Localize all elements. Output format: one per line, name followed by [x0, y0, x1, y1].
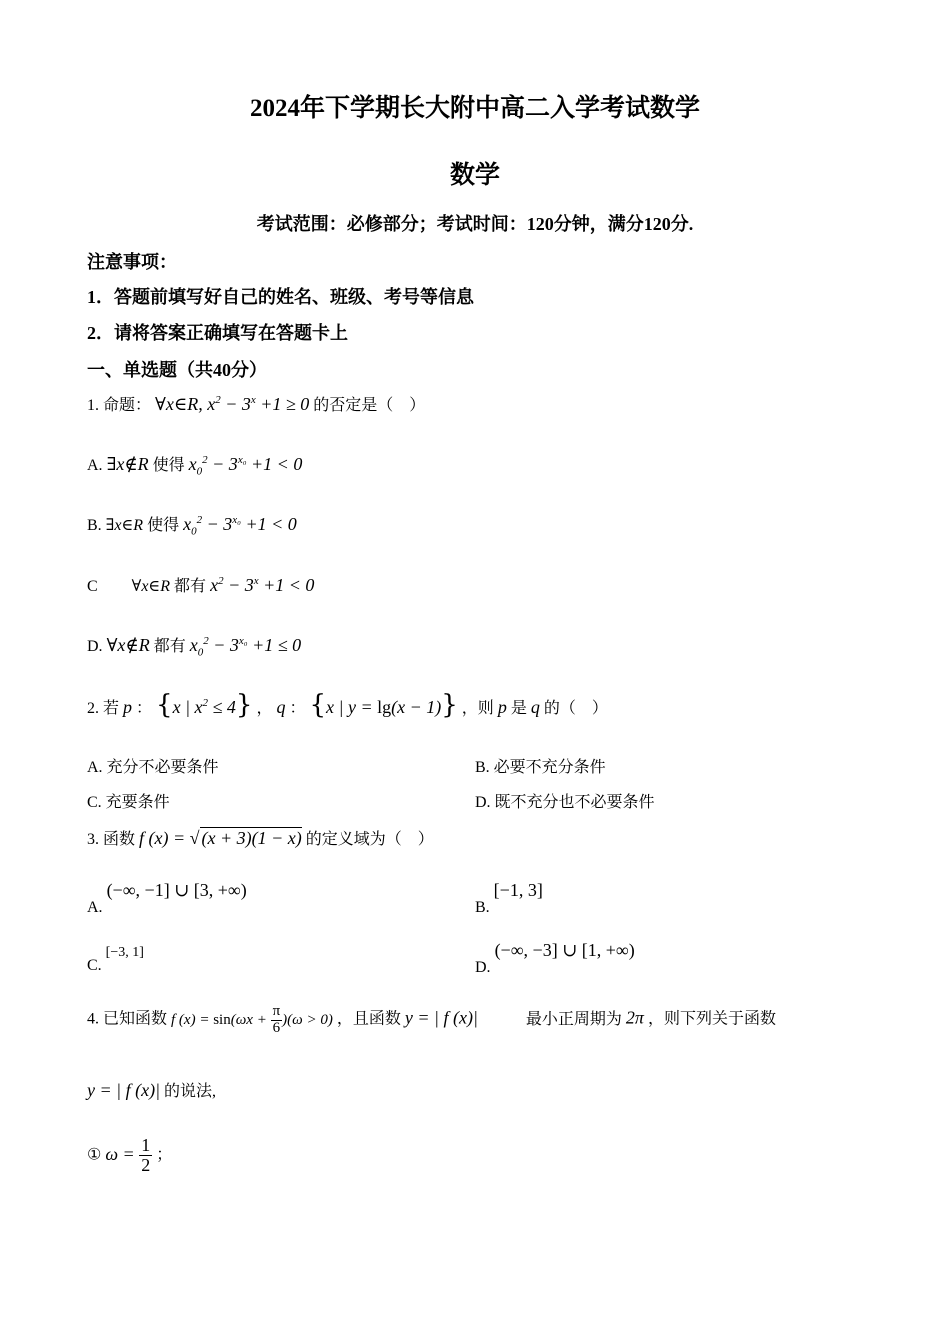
q4-line-2 [87, 1078, 216, 1101]
q1-formula: ∀x∈R, $x^2 - 3^x +1 \ge 0$ [155, 394, 310, 414]
q4-period-value: 2π [625, 1007, 644, 1028]
q4-prefix: 4. 已知函数 [87, 1010, 168, 1028]
q2-option-b: B. 必要不充分条件 [475, 759, 606, 776]
q1-b-formula-1: ∃x∈R [105, 517, 144, 534]
q2-is: 是 [510, 700, 527, 717]
question-2 [87, 690, 608, 720]
q4-abs-func: y = | f (x)| [404, 1007, 478, 1028]
q3-formula: f (x) = √ (x + 3)(1 − x) [139, 828, 302, 848]
q1-c-formula-1: ∀x∈R [131, 578, 171, 595]
q1-suffix: 的否定是（ ） [313, 397, 426, 414]
q1-option-b [87, 512, 297, 538]
q1-a-word: 使得 [152, 457, 185, 474]
q3-option-d [475, 940, 635, 976]
option-label: A. [87, 457, 103, 474]
exam-info: 考试范围：必修部分；考试时间：120分钟，满分120分. [256, 214, 694, 234]
q2-sep2: ： [289, 700, 306, 717]
q2-then: ，则 [461, 700, 494, 717]
q4-period-text: 最小正周期为 [525, 1010, 622, 1028]
document-title: 2024年下学期长大附中高二入学考试数学 [249, 95, 700, 122]
q3-option-a [87, 880, 247, 916]
q1-option-a [87, 452, 302, 478]
question-1 [87, 392, 425, 415]
q2-option-a: A. 充分不必要条件 [87, 759, 219, 776]
notes-heading: 注意事项： [87, 252, 177, 272]
q1-d-formula-2: $x_0^2 - 3^{x_0} +1 \le 0$ [189, 635, 302, 659]
q4-item-1 [87, 1136, 172, 1175]
q1-option-c [87, 573, 314, 596]
q3-option-c [87, 943, 144, 974]
q2-set-q: {x | y = lg(x − 1)} [309, 690, 458, 720]
q2-comma: ， [256, 700, 273, 717]
q1-option-d [87, 633, 301, 659]
q4-abs-func-2: y = | f (x)| [87, 1080, 161, 1100]
q1-c-formula-2: $x^2 - 3^x +1 < 0$ [210, 575, 315, 595]
q4-formula: f (x) = sin(ωx + $\frac{\pi}{6}$ )(ω > 0) [171, 1003, 333, 1036]
option-label: B. [87, 517, 102, 534]
q4-item1-formula: ω = $\frac{1}{2}$ [105, 1135, 151, 1175]
option-label: D. [87, 638, 103, 655]
q1-d-formula-1: ∀x∉R [106, 635, 150, 655]
q2-option-d: D. 既不充分也不必要条件 [475, 794, 655, 811]
question-4 [87, 1004, 776, 1037]
q4-line2-suffix: 的说法, [164, 1083, 217, 1100]
q1-prefix: 1. 命题： [87, 397, 152, 414]
option-label: C [87, 578, 98, 595]
q2-q: q [276, 697, 286, 717]
q3-b-formula: [−1, 3] [493, 880, 543, 900]
q2-sep1: ： [136, 700, 153, 717]
q2-prefix: 2. 若 [87, 700, 120, 717]
q3-prefix: 3. 函数 [87, 831, 136, 848]
q3-suffix: 的定义域为（ ） [305, 831, 434, 848]
q4-mid: ，且函数 [336, 1010, 401, 1028]
q1-b-formula-2: $x_0^2 - 3^{x_0} +1 < 0$ [183, 514, 297, 538]
q1-a-formula-1: ∃x∉R [106, 454, 149, 474]
document-subtitle: 数学 [449, 162, 500, 189]
q2-suffix: 的（ ） [543, 700, 608, 717]
q1-d-word: 都有 [153, 638, 186, 655]
q4-tail: ，则下列关于函数 [647, 1010, 776, 1028]
q3-d-formula: (−∞, −3] ∪ [1, +∞) [494, 940, 635, 960]
q2-option-c: C. 充要条件 [87, 794, 170, 811]
q1-c-word: 都有 [174, 578, 207, 595]
q3-option-b [475, 880, 543, 916]
q2-set-p: {x | $x^2 \le 4$} [156, 690, 253, 720]
q2-p: p [123, 697, 133, 717]
q1-a-formula-2: $x_0^2 - 3^{x_0} +1 < 0$ [188, 454, 303, 478]
q2-q2: q [530, 697, 540, 717]
section-heading: 一、单选题（共40分） [87, 360, 267, 380]
option-label: D. [475, 959, 491, 976]
question-3 [87, 826, 434, 849]
q1-b-word: 使得 [147, 517, 180, 534]
q4-item1-marker: ① [87, 1146, 102, 1164]
q2-p2: p [497, 697, 507, 717]
note-item-2: 2．请将答案正确填写在答题卡上 [87, 323, 348, 343]
note-item-1: 1．答题前填写好自己的姓名、班级、考号等信息 [87, 287, 474, 307]
q4-item1-end: ； [156, 1146, 173, 1164]
q3-c-formula: [−3, 1] [105, 945, 144, 960]
option-label: A. [87, 899, 103, 916]
option-label: B. [475, 899, 490, 916]
option-label: C. [87, 957, 102, 974]
q3-a-formula: (−∞, −1] ∪ [3, +∞) [106, 880, 247, 900]
